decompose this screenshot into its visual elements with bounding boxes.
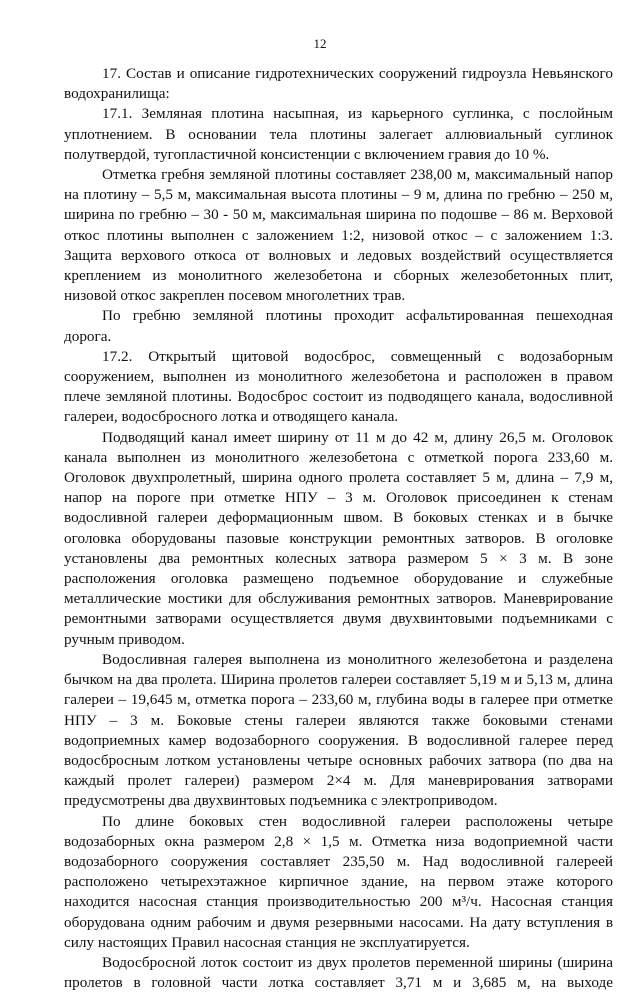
page-number: 12	[313, 36, 327, 51]
paragraph-17-2: 17.2. Открытый щитовой водосброс, совмещенный с водозаборным сооружением, выполнен из монолитного железобетона и расположен в правом плече земляной плотины. Водосброс состоит из подводящего канала, водосливной галереи, водосбросного лотка и отводящего канала.	[64, 347, 613, 426]
paragraph-inlet-channel: Подводящий канал имеет ширину от 11 м до 42 м, длину 26,5 м. Оголовок канала выполнен из монолитного железобетона с отметкой порога 233,60 м. Оголовок двухпролетный, ширина одного пролета составляет 5 м, длина – 7,9 м, напор на пороге при отметке НПУ – 3 м. Оголовок присоединен к стенам водосливной галереи деформационным швом. В боковых стенках и в бычке оголовка оборудованы пазовые конструкции ремонтных затворов. В оголовке установлены два ремонтных колесных затвора размером 5 × 3 м. В зоне расположения оголовка размещено подъемное оборудование и служебные металлические мостики для обслуживания ремонтных затворов. Маневрирование ремонтными затворами осуществляется двумя двухвинтовыми подъемниками с ручным приводом.	[64, 428, 613, 648]
paragraph-spillway-gallery: Водосливная галерея выполнена из монолитного железобетона и разделена бычком на два пролета. Ширина пролетов галереи составляет 5,19 м и 5,13 м, длина галереи – 19,645 м, отметка порога – 233,60 м, глубина воды в галерее при отметке НПУ – 3 м. Боковые стены галереи являются также боковыми стенами водоприемных камер водозаборного сооружения. В водосливной галерее перед водосбросным лотком установлены четыре основных рабочих затвора (по два на каждый пролет галереи) размером 2×4 м. Для маневрирования затворами предусмотрены два двухвинтовых подъемника с электроприводом.	[64, 650, 613, 810]
paragraph-road: По гребню земляной плотины проходит асфальтированная пешеходная дорога.	[64, 307, 613, 345]
paragraph-intake-windows: По длине боковых стен водосливной галереи расположены четыре водозаборных окна размером 2,8 × 1,5 м. Отметка низа водоприемной части водозаборного сооружения составляет 235,50 м. Над водосливной галереей расположено четырехэтажное кирпичное здание, на первом этаже которого находится насосная станция производительностью 200 м³/ч. Насосная станция оборудована одним рабочим и двумя резервными насосами. На дату вступления в силу настоящих Правил насосная станция не эксплуатируется.	[64, 812, 613, 951]
paragraph-17-heading: 17. Состав и описание гидротехнических сооружений гидроузла Невьянского водохранилища:	[64, 65, 613, 103]
paragraph-dam-parameters: Отметка гребня земляной плотины составляет 238,00 м, максимальный напор на плотину – 5,5 м, максимальная высота плотины – 9 м, длина по гребню – 250 м, ширина по гребню – 30 - 50 м, максимальная ширина по подошве – 86 м. Верховой откос плотины выполнен с заложением 1:2, низовой откос – с заложением 1:3. Защита верхового откоса от волновых и ледовых воздействий осуществляется креплением из монолитного железобетона и сборных железобетонных плит, низовой откос закреплен посевом многолетних трав.	[64, 166, 613, 305]
paragraph-17-1: 17.1. Земляная плотина насыпная, из карьерного суглинка, с послойным уплотнением. В основании тела плотины залегает аллювиальный суглинок полутвердой, тугопластичной консистенции с включением гравия до 10 %.	[64, 105, 613, 163]
paragraph-spillway-chute: Водосбросной лоток состоит из двух пролетов переменной ширины (ширина пролетов в головной части лотка составляет 3,71 м и 3,685 м, на выходе	[64, 953, 613, 992]
document-body	[64, 64, 613, 993]
